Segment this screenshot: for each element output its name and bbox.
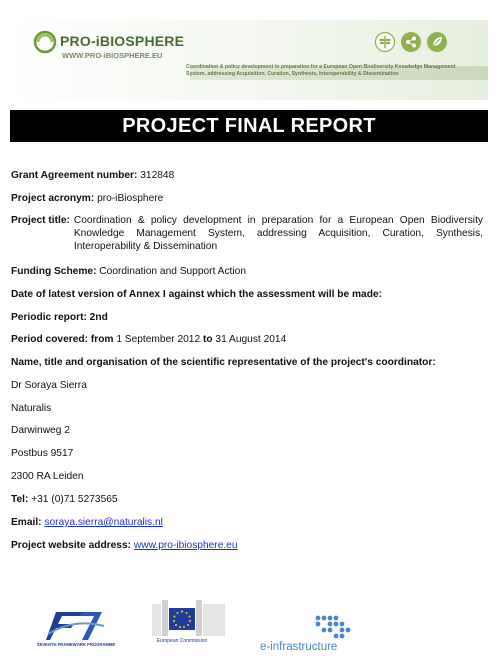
- tel-line: [11, 493, 483, 506]
- globe-logo-icon: [34, 31, 56, 53]
- tel-value: +31 (0)71 5273565: [28, 494, 118, 505]
- brand-name: PRO-iBIOSPHERE: [60, 33, 185, 49]
- project-title-value: Coordination & policy development in preparation for a European Open Biodiversity Knowledge Management System, addressing Acquisition, Curation, Synthesis, Interoperability & Dissemination: [73, 215, 483, 252]
- address-line-street: Darwinweg 2: [11, 425, 70, 436]
- annex-line: [11, 288, 483, 301]
- annex-label: Date of latest version of Annex I against which the assessment will be made:: [11, 289, 383, 300]
- period-from-label: from: [88, 334, 117, 345]
- email-label: Email:: [11, 517, 42, 528]
- representative-line: [11, 356, 483, 369]
- brand-url: WWW.PRO-iBIOSPHERE.EU: [62, 51, 163, 60]
- website-label: Project website address:: [11, 540, 132, 551]
- website-line: [11, 539, 483, 552]
- funding-line: [11, 265, 483, 278]
- email-link[interactable]: soraya.sierra@naturalis.nl: [44, 517, 163, 528]
- project-title-line: [11, 214, 483, 253]
- grant-line: [11, 169, 483, 182]
- period-to-label: to: [200, 334, 216, 345]
- representative-label: Name, title and organisation of the scientific representative of the project's coordinator:: [11, 357, 436, 368]
- dragonfly-icon: [375, 32, 395, 52]
- funding-value: Coordination and Support Action: [96, 266, 246, 277]
- email-line: [11, 516, 483, 529]
- leaf-icon: [427, 32, 447, 52]
- acronym-label: Project acronym:: [11, 193, 95, 204]
- european-commission-logo: [150, 598, 230, 652]
- period-line: [11, 333, 483, 346]
- tel-label: Tel:: [11, 494, 29, 505]
- report-title: PROJECT FINAL REPORT: [10, 110, 488, 142]
- fp7-text: SEVENTH FRAMEWORK PROGRAMME: [36, 642, 116, 647]
- grant-value: 312848: [137, 170, 175, 181]
- periodic-label: Periodic report: 2nd: [11, 312, 108, 323]
- period-from: 1 September 2012: [116, 334, 201, 345]
- address-line-org: Naturalis: [11, 403, 52, 414]
- period-label: Period covered:: [11, 334, 88, 345]
- project-title-label: Project title:: [11, 215, 70, 226]
- header-tagline: Coordination & policy development in preparation for a European Open Biodiversity Knowledge Management System, addressing Acquisition, Curation, Synthesis, Interoperability & Dissemination: [186, 64, 456, 77]
- address-line-name: Dr Soraya Sierra: [11, 380, 87, 391]
- ec-text: European Commission: [156, 638, 208, 644]
- e-infrastructure-logo: [258, 612, 356, 654]
- periodic-line: [11, 311, 483, 324]
- grant-label: Grant Agreement number:: [11, 170, 138, 181]
- address-line-postbus: Postbus 9517: [11, 448, 74, 459]
- fp7-logo: [36, 608, 116, 650]
- period-to: 31 August 2014: [215, 334, 287, 345]
- address-line-city: 2300 RA Leiden: [11, 471, 84, 482]
- acronym-line: [11, 192, 483, 205]
- einfra-text: e-infrastructure: [260, 641, 338, 653]
- header-banner: [10, 20, 488, 100]
- share-network-icon: [401, 32, 421, 52]
- funding-label: Funding Scheme:: [11, 266, 97, 277]
- acronym-value: pro-iBiosphere: [94, 193, 164, 204]
- website-link[interactable]: www.pro-ibiosphere.eu: [133, 540, 238, 551]
